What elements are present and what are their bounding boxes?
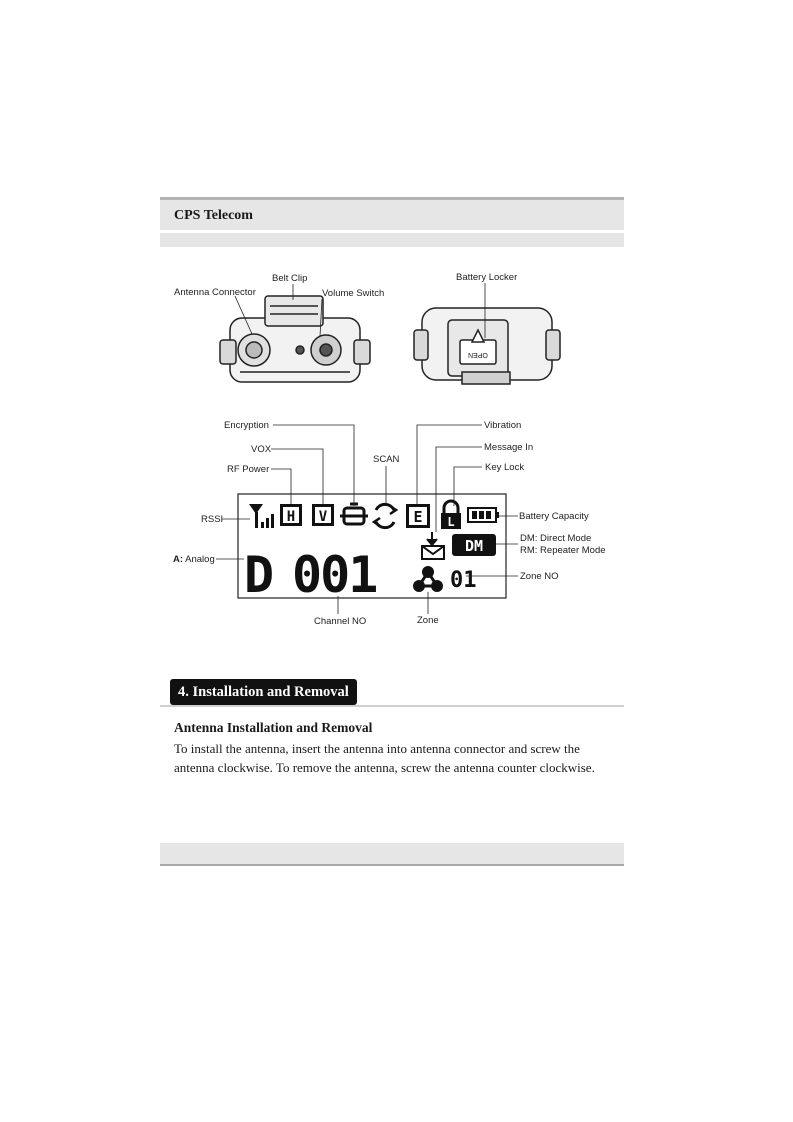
svg-text:DM: DM	[464, 537, 484, 555]
radio-figure	[160, 260, 624, 640]
label-rm-repeater-mode: RM: Repeater Mode	[520, 545, 606, 556]
label-scan: SCAN	[373, 454, 400, 465]
label-analog: A: Analog	[173, 554, 215, 565]
battery-icon	[468, 508, 499, 522]
section-subheading: Antenna Installation and Removal	[174, 720, 373, 735]
channel-number: 001	[292, 546, 377, 604]
label-battery-capacity: Battery Capacity	[519, 511, 589, 522]
label-zone: Zone	[417, 615, 439, 626]
label-vibration: Vibration	[484, 420, 522, 431]
label-belt-clip: Belt Clip	[272, 273, 308, 284]
svg-text:H: H	[286, 509, 296, 525]
svg-text:V: V	[318, 509, 328, 525]
label-key-lock: Key Lock	[485, 462, 525, 473]
label-battery-locker: Battery Locker	[456, 272, 518, 283]
section-body: To install the antenna, insert the antenna into antenna connector and screw the antenna clockwise. To remove the antenna, screw the antenna counter clockwise.	[174, 741, 595, 775]
open-marking: OPEN	[468, 351, 488, 358]
label-zone-no: Zone NO	[520, 571, 559, 582]
mode-dm-icon	[452, 534, 496, 556]
mode-letter: D	[244, 546, 275, 604]
svg-text:E: E	[413, 508, 423, 526]
vibration-icon	[406, 504, 430, 528]
header-subband	[160, 233, 624, 247]
label-antenna-connector: Antenna Connector	[174, 287, 256, 298]
label-dm-direct-mode: DM: Direct Mode	[520, 533, 592, 544]
zone-number: 01	[450, 568, 477, 593]
label-encryption: Encryption	[224, 420, 269, 431]
footer-rule	[160, 864, 624, 866]
vox-icon	[312, 504, 334, 526]
label-rf-power: RF Power	[227, 464, 270, 475]
radio-back-view	[414, 308, 560, 384]
rf-power-icon	[280, 504, 302, 526]
label-vox: VOX	[251, 444, 272, 455]
label-message-in: Message In	[484, 442, 534, 453]
label-channel-no: Channel NO	[314, 616, 367, 627]
label-rssi: RSSI	[201, 514, 224, 525]
radio-top-view	[220, 296, 370, 382]
section-heading: 4. Installation and Removal	[170, 679, 357, 705]
svg-text:L: L	[447, 515, 455, 529]
section-divider	[160, 705, 624, 707]
footer-band	[160, 843, 624, 864]
label-volume-switch: Volume Switch	[322, 288, 385, 299]
header-title: CPS Telecom	[174, 208, 253, 223]
